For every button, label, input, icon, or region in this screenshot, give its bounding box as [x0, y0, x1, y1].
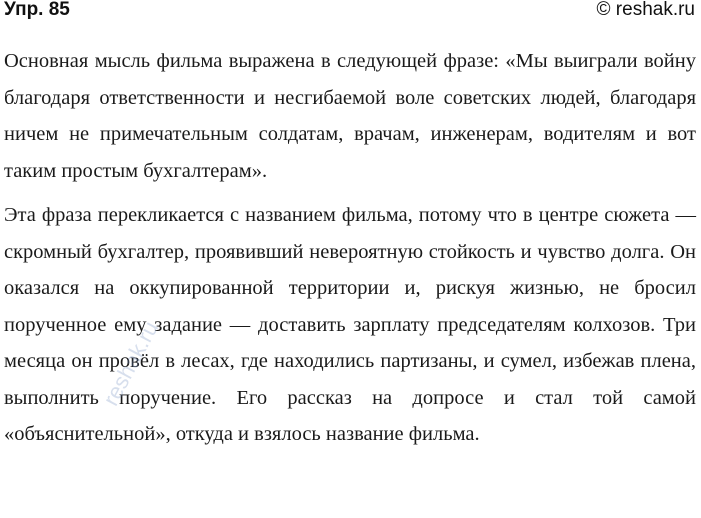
- paragraph-title-connection: Эта фраза перекликается с названием фильма, потому что в центре сюжета — скромный бухгалтер, проявивший невероятную стойкость и чувство долга. Он оказался на оккупированной территории и, рискуя жизнью, не бросил порученное ему задание — доставить зарплату председателям колхозов. Три месяца он провёл в лесах, где находились партизаны, и сумел, избежав плена, выполнить поручение. Его рассказ на допросе и стал той самой «объяснительной», откуда и взялось название фильма.: [4, 204, 696, 445]
- answer-text: [4, 43, 696, 453]
- watermark: reshak.ru: [98, 317, 164, 410]
- site-credit: © reshak.ru: [596, 0, 695, 20]
- paragraph-main-idea: Основная мысль фильма выражена в следующей фразе: «Мы выиграли войну благодаря ответственности и несгибаемой воле советских людей, благодаря ничем не примечательным солдатам, врачам, инженерам, водителям и вот таким простым бухгалтерам».: [4, 50, 696, 182]
- page-header: [0, 0, 701, 24]
- exercise-number: Упр. 85: [4, 0, 70, 20]
